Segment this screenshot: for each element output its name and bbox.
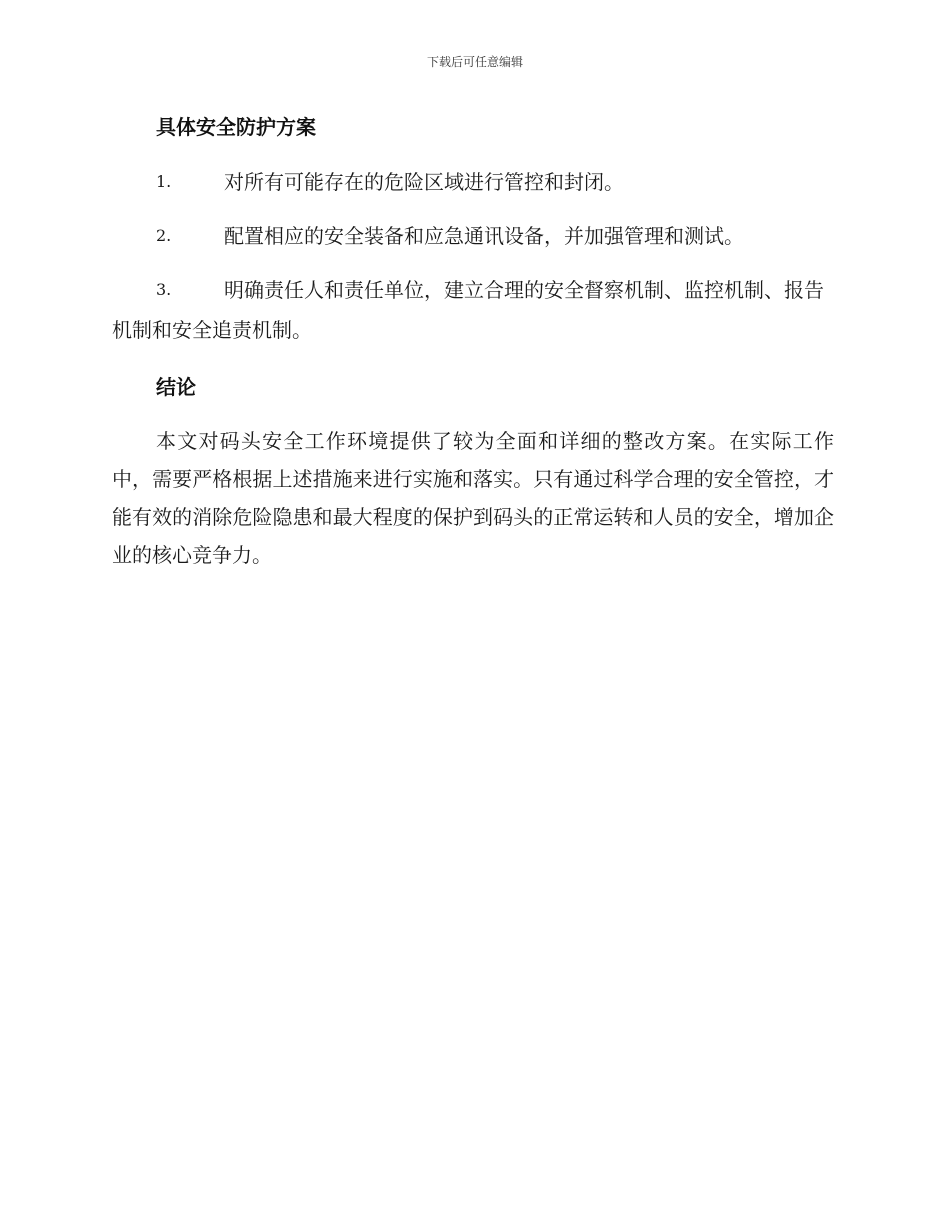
list-item	[112, 270, 834, 350]
list-item-number: 2.	[156, 226, 172, 245]
list-item	[112, 162, 834, 202]
list-item-number: 1.	[156, 172, 172, 191]
list-item-text: 对所有可能存在的危险区域进行管控和封闭。	[224, 170, 624, 194]
list-item-text: 配置相应的安全装备和应急通讯设备，并加强管理和测试。	[224, 224, 744, 248]
header-note: 下载后可任意编辑	[426, 55, 523, 69]
section-heading-conclusion: 结论	[156, 375, 196, 399]
list-item-number: 3.	[156, 280, 172, 299]
section-heading-safety-plan: 具体安全防护方案	[156, 115, 316, 139]
list-item-text: 明确责任人和责任单位，建立合理的安全督察机制、监控机制、报告机制和安全追责机制。	[112, 278, 824, 342]
list-item	[112, 216, 834, 256]
conclusion-paragraph: 本文对码头安全工作环境提供了较为全面和详细的整改方案。在实际工作中，需要严格根据上述措施来进行实施和落实。只有通过科学合理的安全管控，才能有效的消除危险隐患和最大程度的保护到码头的正常运转和人员的安全，增加企业的核心竞争力。	[112, 429, 834, 567]
document-body	[112, 108, 834, 574]
